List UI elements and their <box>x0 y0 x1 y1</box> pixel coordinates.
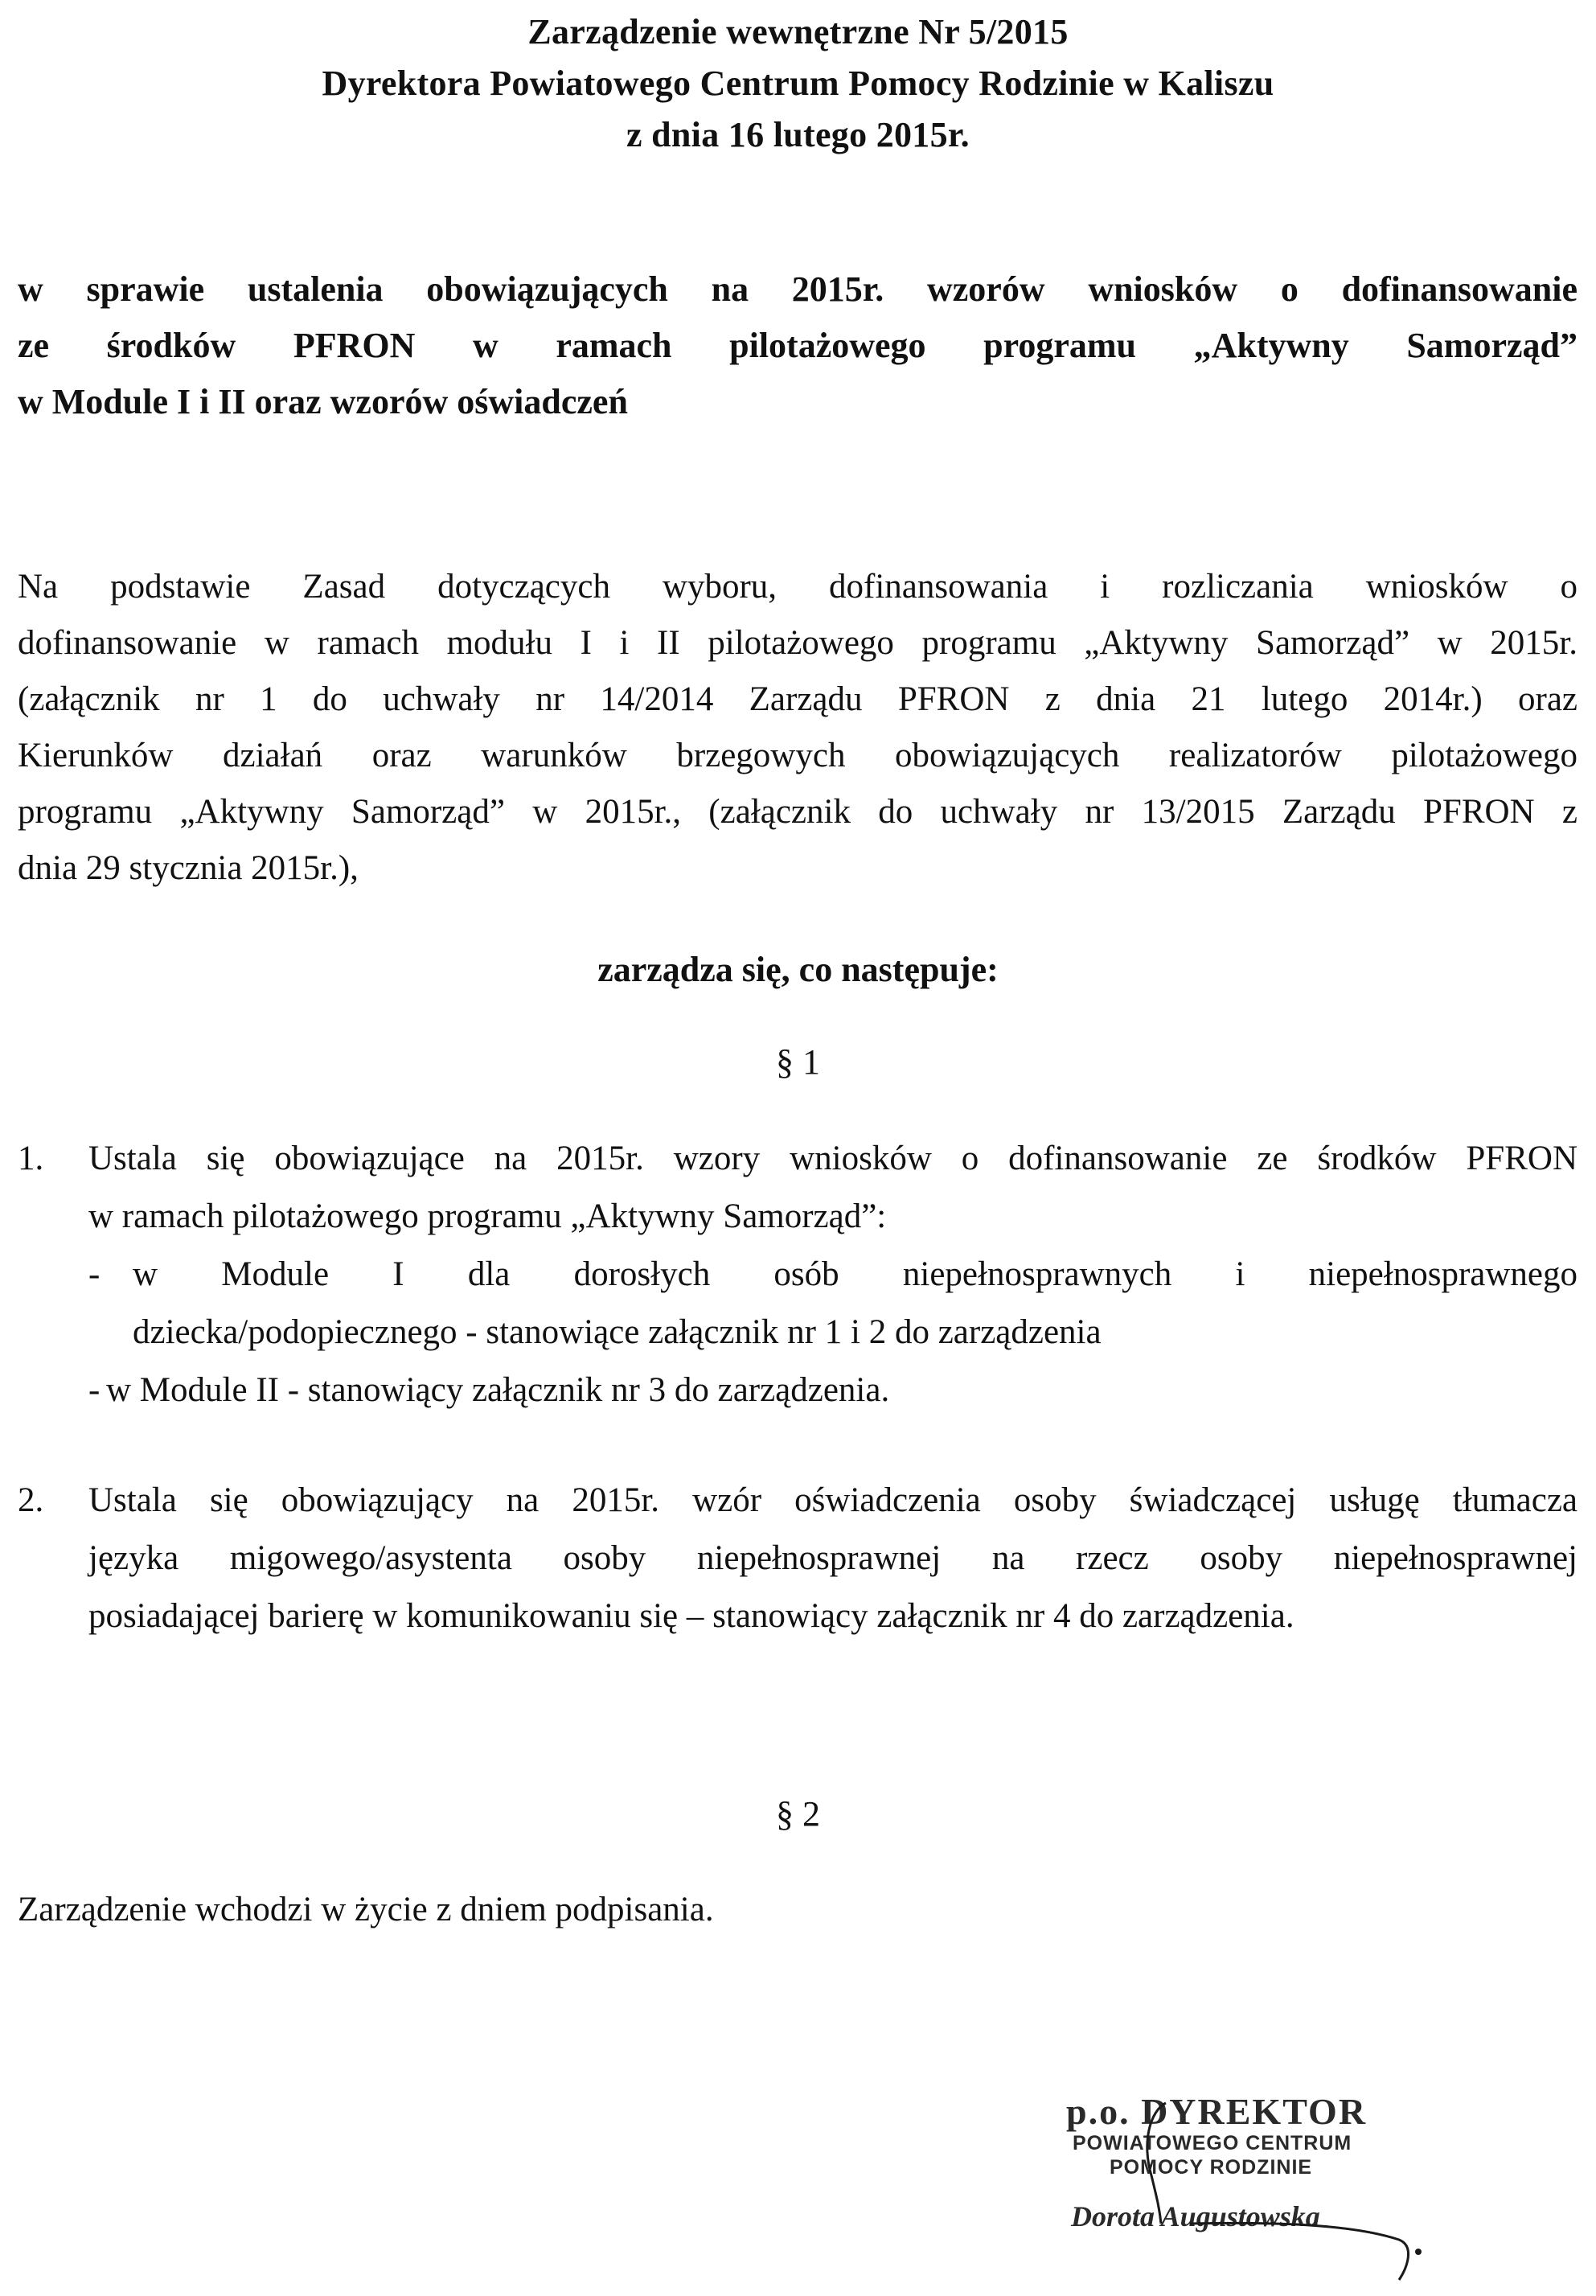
preamble-line-3: (załącznik nr 1 do uchwały nr 14/2014 Zarządu PFRON z dnia 21 lutego 2014r.) oraz <box>18 680 1578 718</box>
preamble-line-5: programu „Aktywny Samorząd” w 2015r., (załącznik do uchwały nr 13/2015 Zarządu PFRON z <box>18 793 1578 831</box>
subject-line-2: ze środków PFRON w ramach pilotażowego programu „Aktywny Samorząd” <box>18 326 1578 365</box>
bullet-module-1 <box>18 1246 1578 1362</box>
section-2-text: Zarządzenie wchodzi w życie z dniem podpisania. <box>18 1891 714 1928</box>
item-2-line-2: języka migowego/asystenta osoby niepełnosprawnej na rzecz osoby niepełnosprawnej <box>88 1539 1578 1577</box>
director-stamp <box>1061 2087 1431 2288</box>
section-1-item-2 <box>18 1472 1578 1645</box>
bullet-module-2 <box>18 1362 1578 1419</box>
title-line-2: Dyrektora Powiatowego Centrum Pomocy Rodzinie w Kaliszu <box>322 64 1274 103</box>
preamble-line-6: dnia 29 stycznia 2015r.), <box>18 849 359 887</box>
subject-line-3: w Module I i II oraz wzorów oświadczeń <box>18 382 628 421</box>
decree-heading: zarządza się, co następuje: <box>597 950 999 989</box>
preamble-line-1: Na podstawie Zasad dotyczących wyboru, dofinansowania i rozliczania wniosków o <box>18 568 1578 606</box>
item-1-number: 1. <box>18 1140 44 1177</box>
section-1-heading: § 1 <box>776 1042 820 1082</box>
preamble-line-2: dofinansowanie w ramach modułu I i II pilotażowego programu „Aktywny Samorząd” w 2015r. <box>18 624 1578 662</box>
stamp-title: p.o. DYREKTOR <box>1066 2091 1368 2132</box>
section-2-heading: § 2 <box>776 1794 820 1834</box>
title-line-3: z dnia 16 lutego 2015r. <box>626 115 970 154</box>
item-2-line-1: Ustala się obowiązujący na 2015r. wzór oświadczenia osoby świadczącej usługę tłumacza <box>88 1481 1578 1519</box>
item-2-line-3: posiadającej barierę w komunikowaniu się – stanowiący załącznik nr 4 do zarządzenia. <box>88 1597 1294 1635</box>
preamble-line-4: Kierunków działań oraz warunków brzegowych obowiązujących realizatorów pilotażowego <box>18 737 1578 774</box>
bullet-1-line-1: w Module I dla dorosłych osób niepełnosprawnych i niepełnosprawnego <box>133 1255 1578 1293</box>
document-title <box>0 6 1596 161</box>
stamp-institution-line-1: POWIATOWEGO CENTRUM <box>1073 2132 1352 2154</box>
title-line-1: Zarządzenie wewnętrzne Nr 5/2015 <box>527 12 1069 51</box>
item-1-line-1: Ustala się obowiązujące na 2015r. wzory wniosków o dofinansowanie ze środków PFRON <box>88 1140 1578 1177</box>
section-1-item-1 <box>18 1130 1578 1419</box>
bullet-dash: - <box>88 1255 101 1293</box>
bullet-dash: - <box>88 1371 101 1409</box>
bullet-1-line-2: dziecka/podopiecznego - stanowiące załącznik nr 1 i 2 do zarządzenia <box>133 1313 1102 1351</box>
handwritten-signature <box>1061 2087 1431 2288</box>
preamble-paragraph <box>18 559 1578 897</box>
bullet-2-line-1: w Module II - stanowiący załącznik nr 3 do zarządzenia. <box>106 1371 890 1409</box>
subject-line-1: w sprawie ustalenia obowiązujących na 2015r. wzorów wniosków o dofinansowanie <box>18 269 1578 309</box>
document-subject <box>18 261 1578 430</box>
item-1-line-2: w ramach pilotażowego programu „Aktywny Samorząd”: <box>88 1197 887 1235</box>
stamp-name: Dorota Augustowska <box>1071 2200 1320 2232</box>
stamp-institution-line-2: POMOCY RODZINIE <box>1110 2156 1313 2179</box>
item-2-number: 2. <box>18 1481 44 1519</box>
